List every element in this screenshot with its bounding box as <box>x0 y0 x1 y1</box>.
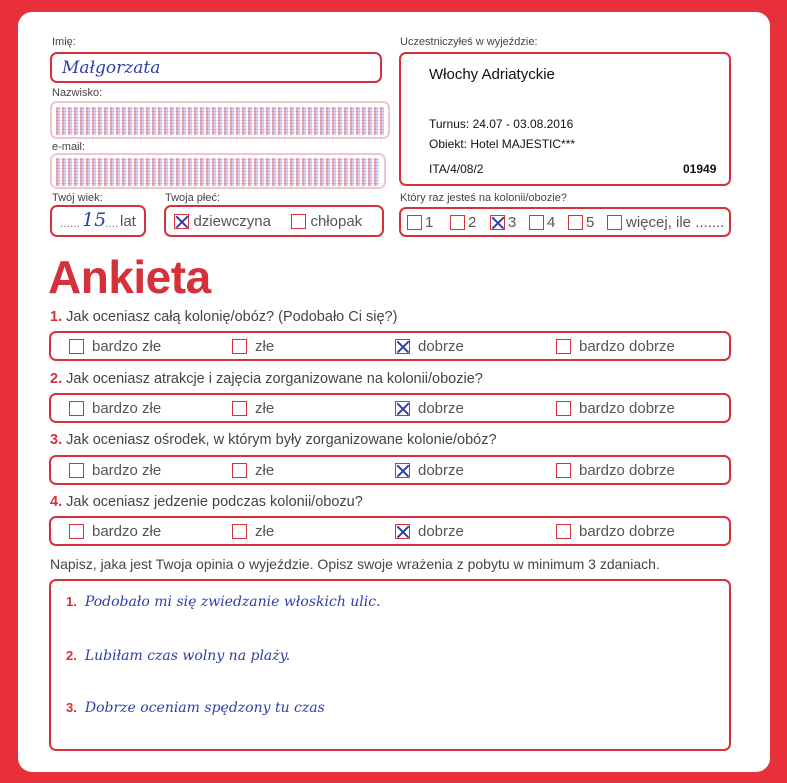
question-text: Jak oceniasz jedzenie podczas kolonii/obozu? <box>66 494 363 510</box>
rating-option[interactable] <box>232 338 274 356</box>
option-label: bardzo złe <box>92 338 162 355</box>
checkbox[interactable] <box>450 215 465 230</box>
answer-row-3 <box>49 455 731 485</box>
essay-line-number: 3. <box>66 700 77 715</box>
trip-info-box <box>399 52 731 186</box>
checkbox[interactable] <box>556 339 571 354</box>
checkbox[interactable] <box>232 339 247 354</box>
checkbox[interactable] <box>529 215 544 230</box>
checkbox[interactable] <box>232 401 247 416</box>
option-label: złe <box>255 400 275 417</box>
checkbox[interactable] <box>395 339 410 354</box>
question-2 <box>50 371 483 387</box>
checkbox[interactable] <box>232 524 247 539</box>
rating-option[interactable] <box>395 523 464 541</box>
name-field[interactable] <box>50 52 382 83</box>
option-label: złe <box>255 338 275 355</box>
option-label: złe <box>255 523 275 540</box>
question-text: Jak oceniasz ośrodek, w którym były zorganizowane kolonie/obóz? <box>66 432 497 448</box>
option-label: 5 <box>586 214 595 231</box>
gender-option-label: dziewczyna <box>193 213 271 230</box>
trip-obiekt: Obiekt: Hotel MAJESTIC*** <box>429 137 576 151</box>
option-label: złe <box>255 462 275 479</box>
essay-line-text: Dobrze oceniam spędzony tu czas <box>84 700 325 716</box>
answer-row-4 <box>49 516 731 546</box>
essay-line-text: Podobało mi się zwiedzanie włoskich ulic. <box>84 594 381 610</box>
checkbox[interactable] <box>490 215 505 230</box>
page-title: Ankieta <box>48 251 211 303</box>
rating-option[interactable] <box>69 400 161 418</box>
question-number: 3. <box>50 432 63 448</box>
age-dots-2: .... <box>105 216 119 230</box>
option-label: bardzo złe <box>92 462 162 479</box>
checkbox[interactable] <box>69 463 84 478</box>
trip-code: ITA/4/08/2 <box>429 162 484 176</box>
trip-label: Uczestniczyłeś w wyjeździe: <box>400 36 538 48</box>
option-label: bardzo dobrze <box>579 462 675 479</box>
question-number: 2. <box>50 371 63 387</box>
answer-row-2 <box>49 393 731 423</box>
checkbox[interactable] <box>395 463 410 478</box>
option-label: dobrze <box>418 462 464 479</box>
checkbox-male[interactable] <box>291 214 306 229</box>
form-number: 01949 <box>683 162 717 176</box>
email-field[interactable] <box>50 153 386 189</box>
which-time-option[interactable] <box>529 214 555 232</box>
gender-field <box>164 205 384 237</box>
answer-row-1 <box>49 331 731 361</box>
question-1 <box>50 309 397 325</box>
checkbox[interactable] <box>232 463 247 478</box>
gender-label: Twoja płeć: <box>165 192 221 204</box>
gender-option-female[interactable] <box>174 213 271 231</box>
trip-title: Włochy Adriatyckie <box>429 66 555 83</box>
essay-line-number: 2. <box>66 648 77 663</box>
trip-turnus: Turnus: 24.07 - 03.08.2016 <box>429 117 574 131</box>
which-time-option[interactable] <box>450 214 476 232</box>
age-unit: lat <box>120 213 136 230</box>
option-label: bardzo dobrze <box>579 400 675 417</box>
option-label: 2 <box>468 214 477 231</box>
which-time-option[interactable] <box>407 214 433 232</box>
name-label: Imię: <box>52 36 76 48</box>
rating-option[interactable] <box>556 338 675 356</box>
email-redacted <box>56 158 380 186</box>
which-time-option[interactable] <box>568 214 594 232</box>
checkbox[interactable] <box>395 524 410 539</box>
checkbox[interactable] <box>69 401 84 416</box>
age-dots: ...... <box>60 216 81 230</box>
checkbox[interactable] <box>556 524 571 539</box>
checkbox[interactable] <box>556 463 571 478</box>
surname-label: Nazwisko: <box>52 87 103 99</box>
rating-option[interactable] <box>395 400 464 418</box>
rating-option[interactable] <box>556 462 675 480</box>
checkbox[interactable] <box>69 524 84 539</box>
checkbox[interactable] <box>607 215 622 230</box>
question-4 <box>50 494 363 510</box>
option-label: 3 <box>508 214 517 231</box>
email-label: e-mail: <box>52 141 86 153</box>
rating-option[interactable] <box>69 338 161 356</box>
age-label: Twój wiek: <box>52 192 103 204</box>
question-3 <box>50 432 497 448</box>
surname-field[interactable] <box>50 101 390 139</box>
essay-line-1 <box>66 594 381 610</box>
question-number: 4. <box>50 494 63 510</box>
question-number: 1. <box>50 309 63 325</box>
option-label: więcej, ile ....... <box>626 214 725 231</box>
essay-line-3 <box>66 700 325 716</box>
option-label: dobrze <box>418 338 464 355</box>
rating-option[interactable] <box>395 462 464 480</box>
essay-prompt: Napisz, jaka jest Twoja opinia o wyjeździe. Opisz swoje wrażenia z pobytu w minimum 3 zdaniach. <box>50 556 660 572</box>
option-label: 1 <box>425 214 434 231</box>
option-label: dobrze <box>418 400 464 417</box>
option-label: bardzo dobrze <box>579 523 675 540</box>
checkbox[interactable] <box>407 215 422 230</box>
option-label: 4 <box>547 214 556 231</box>
gender-option-label: chłopak <box>310 213 363 230</box>
rating-option[interactable] <box>69 462 161 480</box>
which-time-option[interactable] <box>607 214 724 232</box>
name-value: Małgorzata <box>62 58 161 78</box>
age-field[interactable] <box>50 205 146 237</box>
age-value: 15 <box>82 209 107 231</box>
option-label: bardzo dobrze <box>579 338 675 355</box>
rating-option[interactable] <box>556 523 675 541</box>
checkbox[interactable] <box>556 401 571 416</box>
option-label: dobrze <box>418 523 464 540</box>
checkbox[interactable] <box>568 215 583 230</box>
checkbox[interactable] <box>395 401 410 416</box>
question-text: Jak oceniasz atrakcje i zajęcia zorganizowane na kolonii/obozie? <box>66 371 483 387</box>
option-label: bardzo złe <box>92 400 162 417</box>
rating-option[interactable] <box>69 523 161 541</box>
gender-option-male[interactable] <box>291 213 362 231</box>
rating-option[interactable] <box>232 523 274 541</box>
option-label: bardzo złe <box>92 523 162 540</box>
surname-redacted <box>56 107 384 135</box>
rating-option[interactable] <box>232 462 274 480</box>
essay-line-text: Lubiłam czas wolny na plaży. <box>84 648 291 664</box>
which-time-field <box>399 207 731 237</box>
which-time-option[interactable] <box>490 214 516 232</box>
checkbox[interactable] <box>69 339 84 354</box>
essay-line-2 <box>66 648 290 664</box>
rating-option[interactable] <box>395 338 464 356</box>
which-time-label: Który raz jesteś na kolonii/obozie? <box>400 192 567 204</box>
rating-option[interactable] <box>556 400 675 418</box>
question-text: Jak oceniasz całą kolonię/obóz? (Podobało Ci się?) <box>66 309 398 325</box>
rating-option[interactable] <box>232 400 274 418</box>
checkbox-female[interactable] <box>174 214 189 229</box>
essay-line-number: 1. <box>66 594 77 609</box>
